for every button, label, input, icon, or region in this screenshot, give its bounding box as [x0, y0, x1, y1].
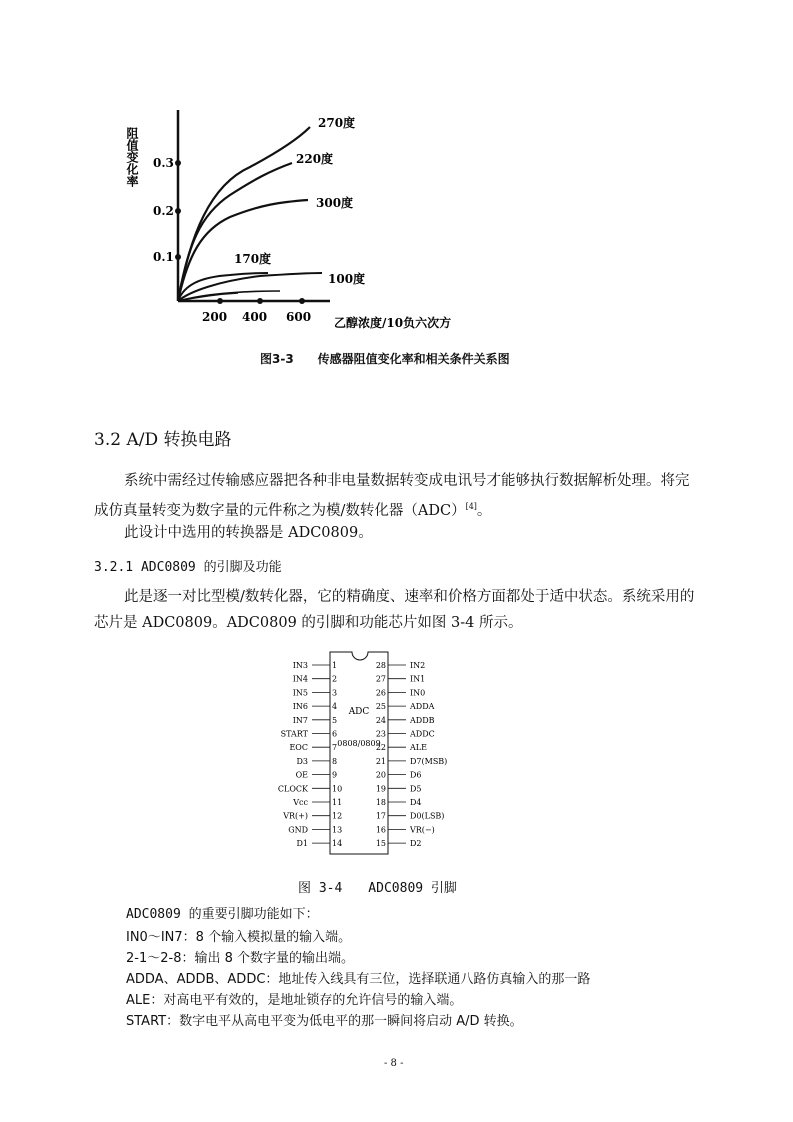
figure-3-3-caption: 图3-3 传感器阻值变化率和相关条件关系图: [260, 352, 510, 366]
pin-number-left: 1: [332, 661, 338, 670]
pin-label-left: Vcc: [293, 798, 308, 807]
function-item: ADDA、ADDB、ADDC：地址传入线具有三位，选择联通八路仿真输入的那一路: [126, 972, 591, 987]
pin-label-left: IN4: [292, 674, 308, 684]
pin-number-left: 13: [332, 825, 343, 835]
pin-number-left: 6: [332, 729, 338, 739]
pin-label-left: D3: [296, 756, 308, 766]
ytick-0: 0.3: [153, 156, 174, 170]
ytick-1: 0.2: [153, 204, 174, 218]
pin-number-left: 5: [332, 715, 338, 725]
pin-number-right: 16: [375, 825, 386, 835]
pin-number-right: 25: [375, 702, 386, 712]
pin-number-left: 14: [332, 839, 343, 849]
pin-label-right: D7(MSB): [410, 756, 448, 766]
pin-number-left: 2: [332, 674, 338, 684]
paragraph-3: 此是逐一对比型模/数转化器，它的精确度、速率和价格方面都处于适中状态。系统采用的芯片是 ADC0809。ADC0809 的引脚和功能芯片如图 3-4 所示。: [94, 589, 695, 631]
subsection-heading: 3.2.1 ADC0809 的引脚及功能: [94, 560, 282, 575]
pin-number-right: 27: [375, 674, 386, 684]
xtick-2: 600: [286, 310, 312, 324]
pin-label-right: D2: [410, 839, 422, 849]
pin-label-left: IN6: [292, 702, 308, 712]
function-item: IN0～IN7：8 个输入模拟量的输入端。: [126, 930, 352, 945]
chip-model: 0808/0809: [337, 739, 381, 748]
pin-number-right: 24: [375, 715, 386, 725]
curve-label-170: 170度: [234, 252, 272, 266]
curve-label-220: 220度: [296, 152, 334, 166]
functions-intro: ADC0809 的重要引脚功能如下：: [126, 907, 319, 922]
pin-number-right: 15: [375, 839, 386, 849]
pin-number-right: 19: [375, 784, 386, 794]
pin-number-right: 18: [375, 798, 386, 807]
pin-number-left: 7: [332, 743, 338, 753]
pin-number-left: 11: [332, 798, 343, 807]
pin-label-left: EOC: [289, 743, 308, 753]
pin-label-left: IN7: [292, 715, 308, 725]
pin-label-right: D4: [410, 798, 422, 807]
pin-label-right: IN1: [410, 674, 426, 684]
pin-label-left: OE: [295, 770, 308, 780]
section-heading: 3.2 A/D 转换电路: [94, 430, 232, 450]
curve-label-100: 100度: [328, 272, 366, 286]
pin-number-right: 21: [375, 756, 386, 766]
pin-number-right: 20: [375, 770, 386, 780]
pin-label-right: ADDC: [410, 729, 435, 739]
figure-xlabel: 乙醇浓度/10负六次方: [334, 316, 452, 330]
pin-number-left: 9: [332, 770, 338, 780]
pin-label-left: VR(+): [283, 811, 308, 821]
pin-label-left: IN5: [292, 688, 308, 698]
paragraph-1-end: 。: [476, 502, 492, 519]
pin-number-right: 17: [375, 811, 386, 821]
paragraph-2: 此设计中选用的转换器是 ADC0809。: [124, 525, 373, 541]
pin-label-left: START: [280, 729, 308, 739]
paragraph-1-text: 系统中需经过传输感应器把各种非电量数据转变成电讯号才能够执行数据解析处理。将完成仿真量转变为数字量的元件称之为模/数转化器（ADC）: [94, 473, 690, 519]
pin-number-left: 12: [332, 811, 343, 821]
pin-label-right: IN0: [410, 688, 426, 698]
pin-label-right: ADDA: [410, 702, 435, 712]
function-item: START：数字电平从高电平变为低电平的那一瞬间将启动 A/D 转换。: [126, 1014, 523, 1029]
pin-label-left: CLOCK: [277, 784, 308, 794]
adc0809-pinout-diagram: [260, 648, 520, 858]
curve-300: [178, 200, 308, 301]
function-item: ALE：对高电平有效的，是地址锁存的允许信号的输入端。: [126, 993, 463, 1008]
pin-number-left: 10: [332, 784, 343, 794]
citation-ref[interactable]: [4]: [465, 502, 477, 511]
pin-number-right: 23: [375, 729, 386, 739]
pin-label-right: VR(−): [410, 825, 435, 835]
pin-number-right: 22: [375, 743, 386, 753]
pin-label-left: D1: [296, 839, 308, 849]
figure-ylabel: 阻值变化率: [125, 127, 139, 187]
ytick-2: 0.1: [153, 250, 174, 264]
paragraph-1: [94, 468, 700, 524]
pin-number-left: 8: [332, 756, 338, 766]
pin-number-right: 26: [375, 688, 386, 698]
xtick-0: 200: [202, 310, 228, 324]
pin-number-left: 3: [332, 688, 338, 698]
pin-label-right: ADDB: [410, 715, 435, 725]
sensor-figure: [120, 105, 480, 335]
figure-3-4-caption: 图 3-4 ADC0809 引脚: [298, 881, 457, 896]
pin-number-left: 4: [332, 702, 338, 712]
pin-label-left: GND: [288, 825, 308, 835]
pin-label-right: D0(LSB): [410, 811, 445, 821]
pin-label-right: D5: [410, 784, 422, 794]
chip-title: ADC: [348, 707, 370, 717]
function-item: 2-1～2-8：输出 8 个数字量的输出端。: [126, 951, 355, 966]
pin-number-right: 28: [375, 661, 386, 670]
pin-label-right: D6: [410, 770, 422, 780]
page-number: - 8 -: [384, 1058, 404, 1069]
pin-label-right: ALE: [410, 743, 427, 753]
pin-label-left: IN3: [292, 661, 308, 670]
xtick-1: 400: [242, 310, 268, 324]
curve-label-270: 270度: [318, 116, 356, 130]
curve-label-300: 300度: [316, 196, 354, 210]
pin-label-right: IN2: [410, 661, 426, 670]
